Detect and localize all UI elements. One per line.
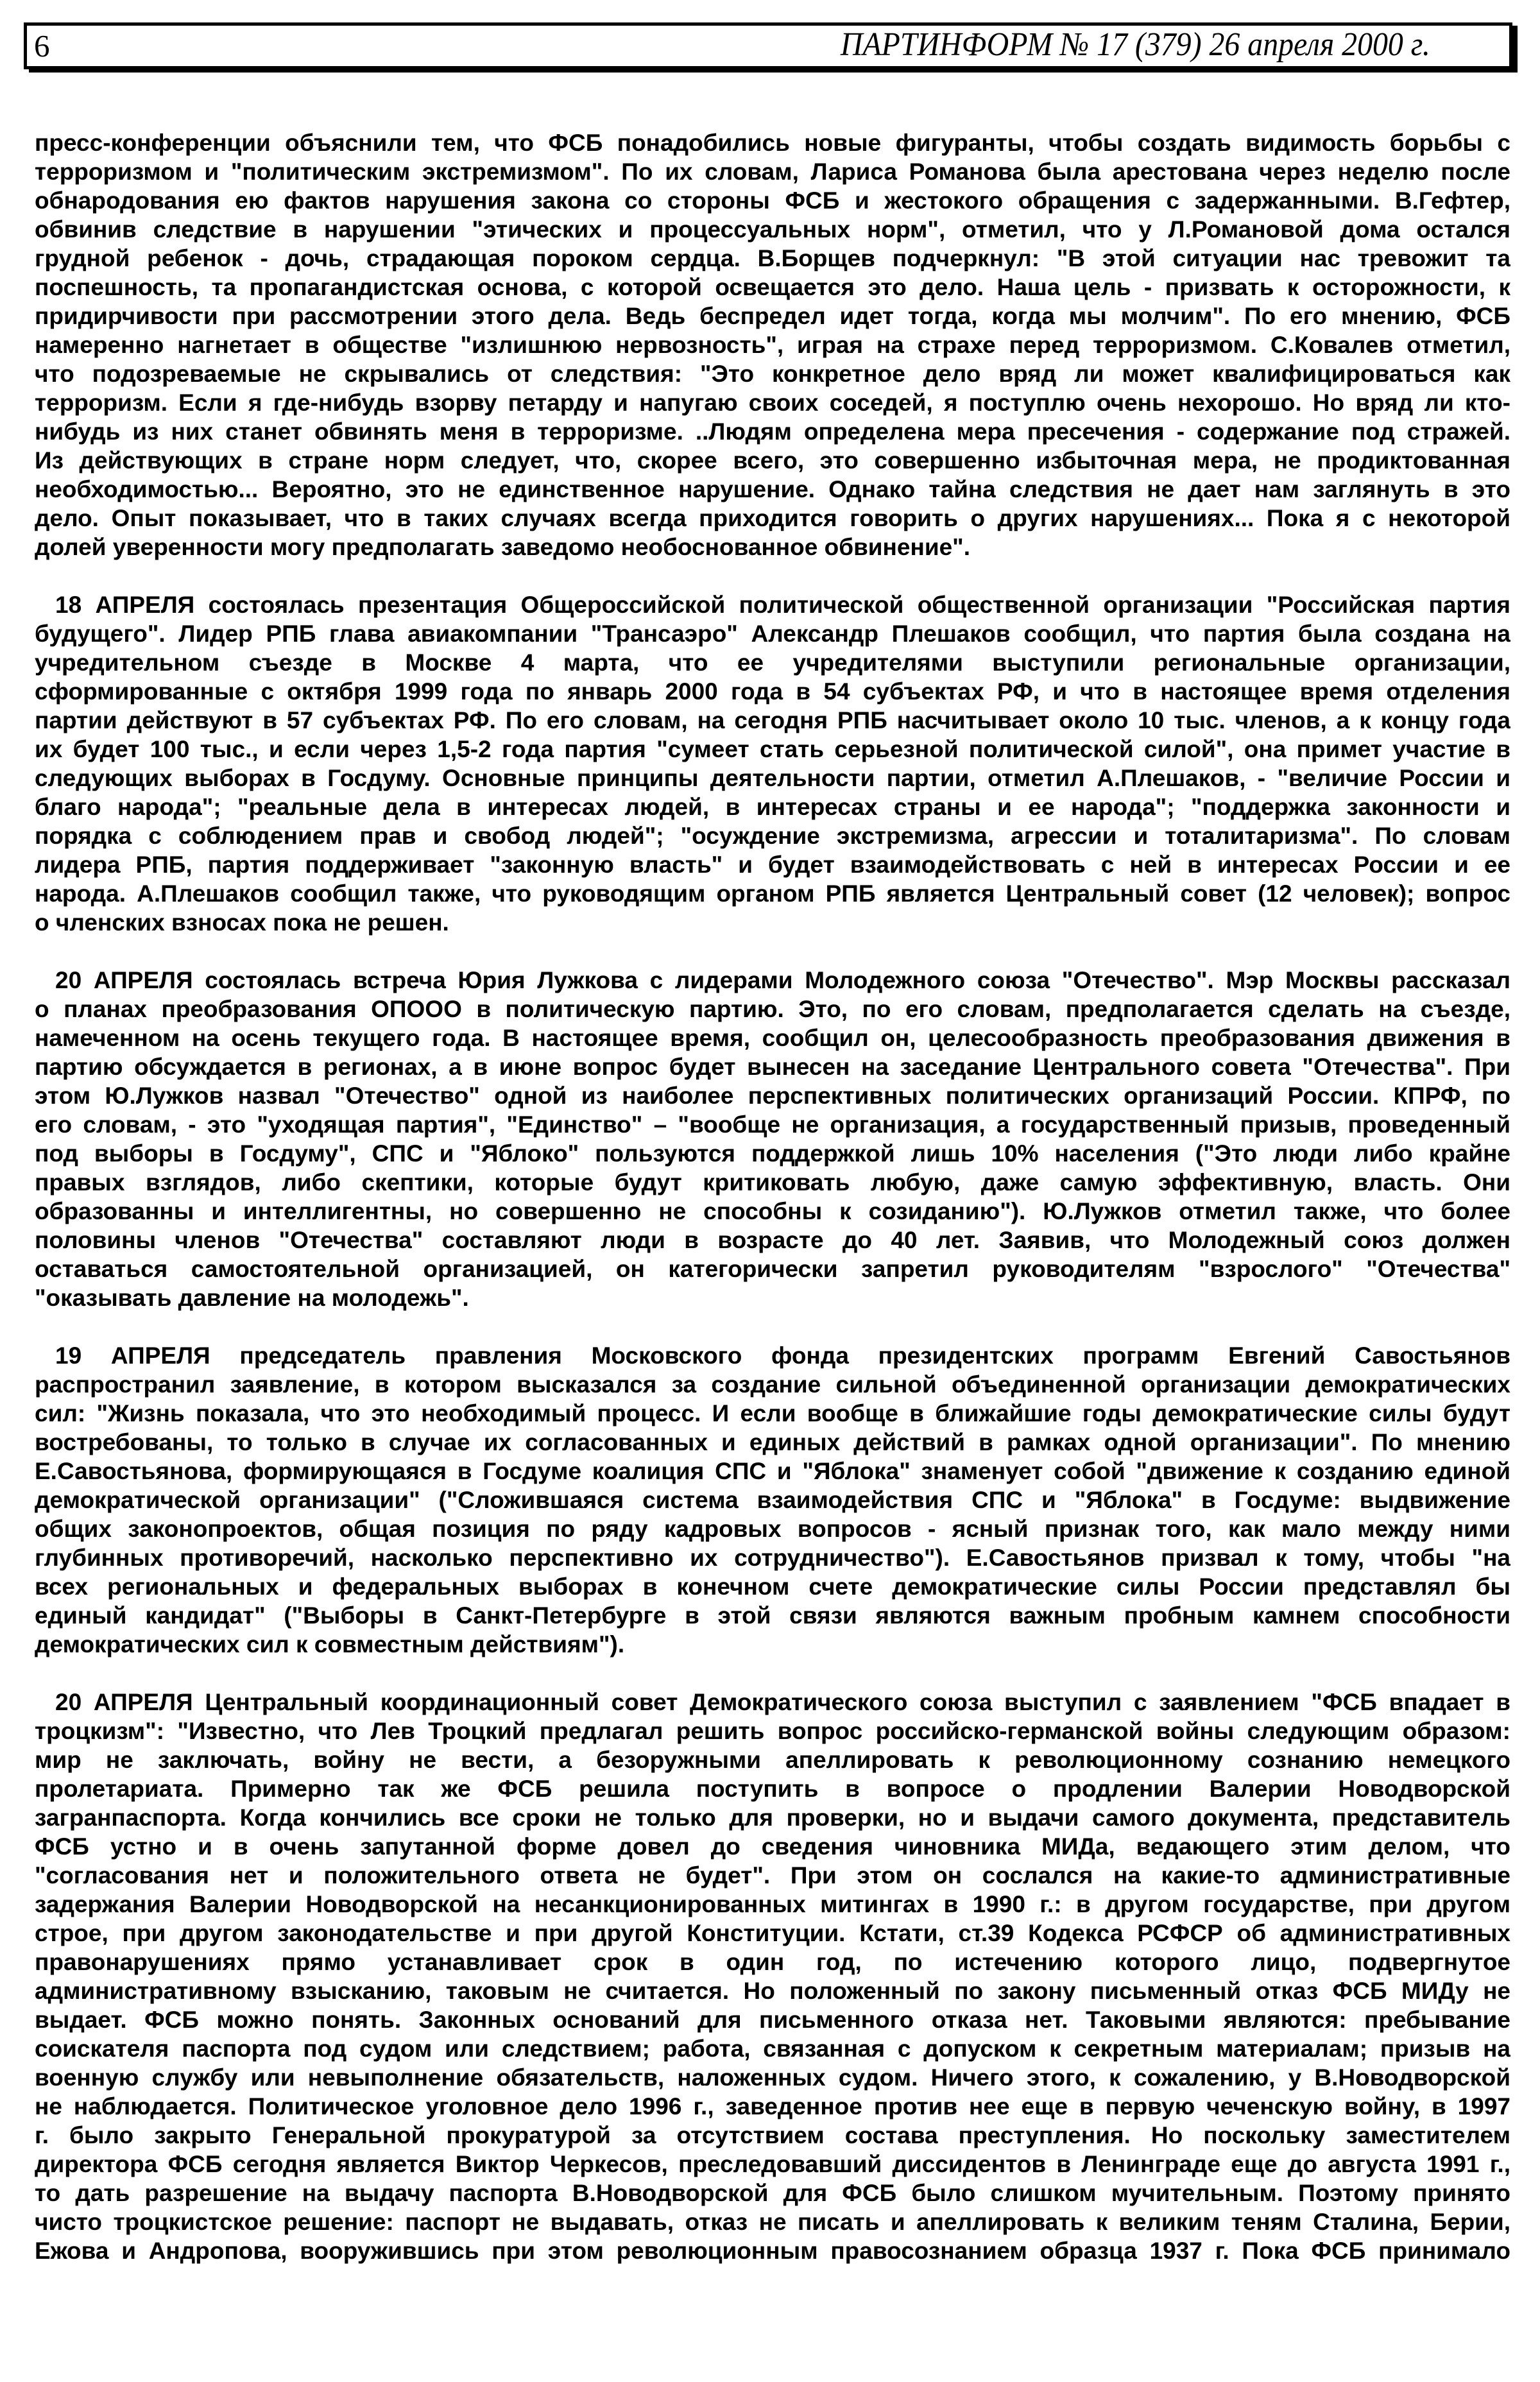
news-item-april-18	[35, 590, 1510, 937]
text-line: ФСБ устно и в очень запутанной форме довел до сведения чиновника МИДа, ведающего этим делом, что	[35, 1833, 1510, 1860]
text-line: половины членов "Отечества" составляют люди в возрасте до 40 лет. Заявив, что Молодежный союз должен	[35, 1227, 1510, 1253]
text-line: грудной ребенок - дочь, страдающая пороком сердца. В.Борщев подчеркнул: "В этой ситуации нас тревожит та	[35, 245, 1510, 271]
page-number: 6	[34, 28, 50, 64]
text-line: то дать разрешение на выдачу паспорта В.Новодворской для ФСБ было слишком мучительным. Поэтому принято	[35, 2180, 1510, 2206]
text-line: о планах преобразования ОПООО в политическую партию. Это, по его словам, предполагается сделать на съезде,	[35, 996, 1510, 1022]
text-line: долей уверенности могу предполагать заведомо необоснованное обвинение".	[35, 534, 970, 560]
text-line: мир не заключать, войну не вести, а безоружными апеллировать к революционному сознанию немецкого	[35, 1747, 1510, 1773]
text-line: народа. А.Плешаков сообщил также, что руководящим органом РПБ является Центральный совет (12 человек); вопрос	[35, 880, 1510, 907]
text-line: Из действующих в стране норм следует, что, скорее всего, это совершенно избыточная мера, не продиктованная	[35, 447, 1510, 474]
text-line: намеченном на осень текущего года. В настоящее время, сообщил он, целесообразность преобразования движения в	[35, 1025, 1510, 1051]
text-line: что подозреваемые не скрывались от следствия: "Это конкретное дело вряд ли может квалифицироваться как	[35, 361, 1510, 387]
text-line: порядка с соблюдением прав и свобод людей"; "осуждение экстремизма, агрессии и тоталитаризма". По словам	[35, 823, 1510, 849]
text-line: демократической организации" ("Сложившаяся система взаимодействия СПС и "Яблока" в Госдуме: выдвижение	[35, 1487, 1510, 1513]
text-line: 19 АПРЕЛЯ председатель правления Московского фонда президентских программ Евгений Савостьянов	[55, 1342, 1510, 1369]
text-line: востребованы, то только в случае их согласованных и единых действий в рамках одной организации". По мнению	[35, 1429, 1510, 1455]
text-line: демократических сил к совместным действиям").	[35, 1631, 625, 1658]
text-line: партии действуют в 57 субъектах РФ. По его словам, на сегодня РПБ насчитывает около 10 тыс. членов, а к концу года	[35, 707, 1510, 733]
text-line: правонарушениях прямо устанавливает срок в один год, по истечению которого лицо, подвергнутое	[35, 1949, 1510, 1975]
news-item-april-19	[35, 1341, 1510, 1659]
text-line: троцкизм": "Известно, что Лев Троцкий предлагал решить вопрос российско-германской войны следующим образом:	[35, 1718, 1510, 1744]
text-line: учредительном съезде в Москве 4 марта, что ее учредителями выступили региональные организации,	[35, 649, 1510, 676]
text-line: Ежова и Андропова, вооружившись при этом революционным правосознанием образца 1937 г. Пока ФСБ принимало	[35, 2238, 1510, 2264]
text-line: "оказывать давление на молодежь".	[35, 1285, 469, 1311]
text-line: обвинив следствие в нарушении "этических и процессуальных норм", отметил, что у Л.Романовой дома остался	[35, 216, 1510, 243]
paragraph-press-conference-continuation	[35, 128, 1510, 561]
text-line: оставаться самостоятельной организацией, он категорически запретил руководителям "взрослого" "Отечества"	[35, 1256, 1510, 1282]
text-line: единый кандидат" ("Выборы в Санкт-Петербурге в этой связи являются важным пробным камнем способности	[35, 1602, 1510, 1629]
text-line: нибудь из них станет обвинять меня в терроризме. ..Людям определена мера пресечения - содержание под стражей.	[35, 418, 1510, 445]
text-line: пресс-конференции объяснили тем, что ФСБ понадобились новые фигуранты, чтобы создать видимость борьбы с	[35, 130, 1510, 156]
text-line: Е.Савостьянова, формирующаяся в Госдуме коалиция СПС и "Яблока" знаменует собой "движение к созданию единой	[35, 1458, 1510, 1484]
text-line: правых взглядов, либо скептики, которые будут критиковать любую, даже самую эффективную, власть. Они	[35, 1169, 1510, 1195]
text-line: директора ФСБ сегодня является Виктор Черкесов, преследовавший диссидентов в Ленинграде еще до августа 1991 г.,	[35, 2151, 1510, 2177]
text-line: всех региональных и федеральных выборах в конечном счете демократические силы России представлял бы	[35, 1573, 1510, 1600]
text-line: задержания Валерии Новодворской на несанкционированных митингах в 1990 г.: в другом государстве, при другом	[35, 1891, 1510, 1917]
text-line: намеренно нагнетает в обществе "излишнюю нервозность", играя на страхе перед терроризмом. С.Ковалев отметил,	[35, 332, 1510, 358]
article-body	[35, 128, 1510, 2265]
text-line: административному взысканию, таковым не считается. Но положенный по закону письменный отказ ФСБ МИДу не	[35, 1978, 1510, 2004]
text-line: под выборы в Госдуму", СПС и "Яблоко" пользуются поддержкой лишь 10% населения ("Это люди либо крайне	[35, 1140, 1510, 1167]
text-line: 20 АПРЕЛЯ состоялась встреча Юрия Лужкова с лидерами Молодежного союза "Отечество". Мэр Москвы рассказал	[55, 967, 1510, 993]
text-line: лидера РПБ, партия поддерживает "законную власть" и будет взаимодействовать с ней в интересах России и ее	[35, 852, 1510, 878]
text-line: партию обсуждается в регионах, а в июне вопрос будет вынесен на заседание Центрального совета "Отечества". При	[35, 1054, 1510, 1080]
text-line: поспешность, та пропагандистская основа, с которой освещается это дело. Наша цель - призвать к осторожности, к	[35, 274, 1510, 300]
text-line: образованны и интеллигентны, но совершенно не способны к созиданию"). Ю.Лужков отметил также, что более	[35, 1198, 1510, 1224]
text-line: дело. Опыт показывает, что в таких случаях всегда приходится говорить о других нарушениях... Пока я с некоторой	[35, 505, 1510, 531]
news-item-april-20-luzhkov	[35, 966, 1510, 1312]
text-line: пролетариата. Примерно так же ФСБ решила поступить в вопросе о продлении Валерии Новодворской	[35, 1776, 1510, 1802]
news-item-april-20-democratic-union	[35, 1688, 1510, 2265]
text-line: чисто троцкистское решение: паспорт не выдавать, отказ не писать и апеллировать к великим теням Сталина, Берии,	[35, 2209, 1510, 2235]
text-line: выдает. ФСБ можно понять. Законных оснований для письменного отказа нет. Таковыми являются: пребывание	[35, 2007, 1510, 2033]
text-line: сформированные с октября 1999 года по январь 2000 года в 54 субъектах РФ, и что в настоящее время отделения	[35, 678, 1510, 705]
text-line: строе, при другом законодательстве и при другой Конституции. Кстати, ст.39 Кодекса РСФСР об административных	[35, 1920, 1510, 1946]
text-line: "согласования нет и положительного ответа не будет". При этом он сослался на какие-то административные	[35, 1862, 1510, 1889]
text-line: глубинных противоречий, насколько перспективно их сотрудничество"). Е.Савостьянов призвал к тому, чтобы "на	[35, 1545, 1510, 1571]
text-line: 18 АПРЕЛЯ состоялась презентация Общероссийской политической общественной организации "Российская партия	[55, 592, 1510, 618]
text-line: благо народа"; "реальные дела в интересах людей, в интересах страны и ее народа"; "поддержка законности и	[35, 794, 1510, 820]
text-line: о членских взносах пока не решен.	[35, 909, 449, 936]
publication-title: ПАРТИНФОРМ № 17 (379) 26 апреля 2000 г.	[841, 26, 1430, 63]
text-line: следующих выборах в Госдуму. Основные принципы деятельности партии, отметил А.Плешаков, - "величие России и	[35, 765, 1510, 791]
text-line: распространил заявление, в котором высказался за создание сильной объединенной организации демократических	[35, 1371, 1510, 1398]
text-line: военную службу или невыполнение обязательств, наложенных судом. Ничего этого, к сожалению, у В.Новодворской	[35, 2064, 1510, 2091]
text-line: терроризмом и "политическим экстремизмом". По их словам, Лариса Романова была арестована через неделю после	[35, 159, 1510, 185]
text-line: г. было закрыто Генеральной прокуратурой за отсутствием состава преступления. Но поскольку заместителем	[35, 2122, 1510, 2148]
text-line: будущего". Лидер РПБ глава авиакомпании "Трансаэро" Александр Плешаков сообщил, что партия была создана на	[35, 621, 1510, 647]
text-line: обнародования ею фактов нарушения закона со стороны ФСБ и жестокого обращения с задержанными. В.Гефтер,	[35, 187, 1510, 214]
text-line: не наблюдается. Политическое уголовное дело 1996 г., заведенное против нее еще в первую чеченскую войну, в 1997	[35, 2093, 1510, 2120]
text-line: соискателя паспорта под судом или следствием; работа, связанная с допуском к секретным материалам; призыв на	[35, 2035, 1510, 2062]
text-line: этом Ю.Лужков назвал "Отечество" одной из наиболее перспективных политических организаций России. КПРФ, по	[35, 1083, 1510, 1109]
text-line: 20 АПРЕЛЯ Центральный координационный совет Демократического союза выступил с заявлением "ФСБ впадает в	[55, 1689, 1510, 1715]
text-line: необходимостью... Вероятно, это не единственное нарушение. Однако тайна следствия не дает нам заглянуть в это	[35, 476, 1510, 502]
page-header	[24, 22, 1512, 69]
text-line: общих законопроектов, общая позиция по ряду кадровых вопросов - ясный признак того, как мало между ними	[35, 1516, 1510, 1542]
text-line: их будет 100 тыс., и если через 1,5-2 года партия "сумеет стать серьезной политической силой", она примет участие в	[35, 736, 1510, 762]
text-line: сил: "Жизнь показала, что это необходимый процесс. И если вообще в ближайшие годы демократические силы будут	[35, 1400, 1510, 1427]
text-line: терроризм. Если я где-нибудь взорву петарду и напугаю своих соседей, я поступлю очень нехорошо. Но вряд ли кто-	[35, 390, 1510, 416]
text-line: его словам, - это "уходящая партия", "Единство" – "вообще не организация, а государственный призыв, проведенный	[35, 1111, 1510, 1138]
text-line: загранпаспорта. Когда кончились все сроки не только для проверки, но и выдачи самого документа, представитель	[35, 1804, 1510, 1831]
text-line: придирчивости при рассмотрении этого дела. Ведь беспредел идет тогда, когда мы молчим". По его мнению, ФСБ	[35, 303, 1510, 329]
